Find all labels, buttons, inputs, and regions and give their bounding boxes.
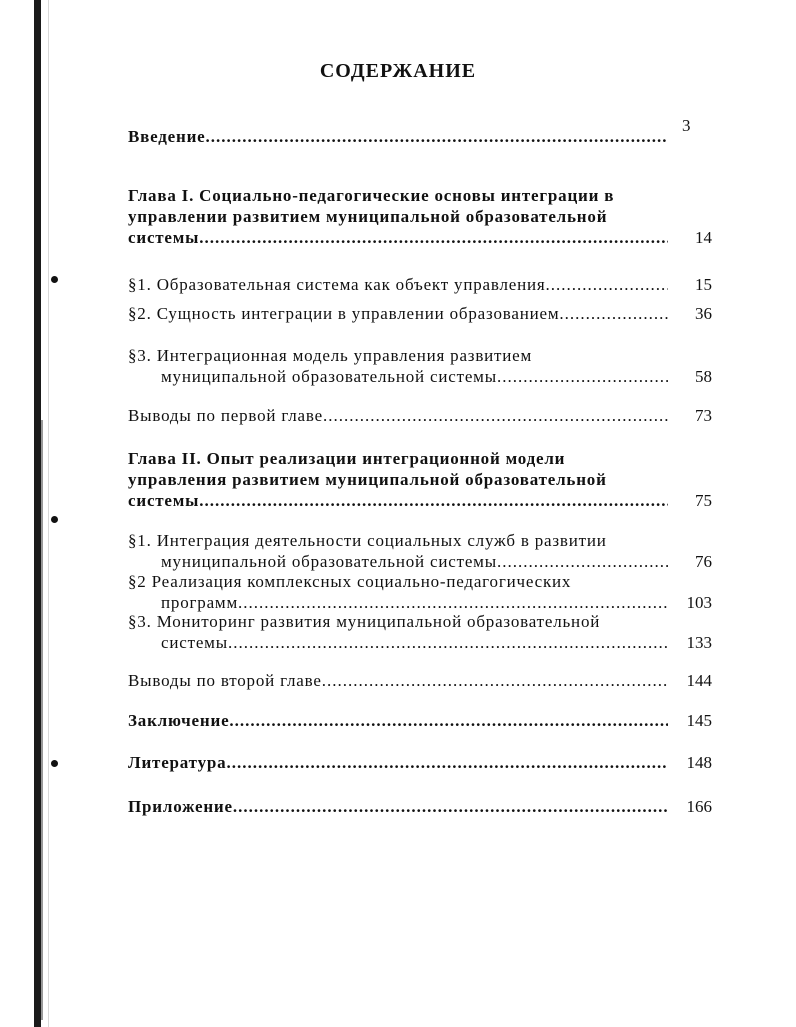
toc-leader — [206, 126, 668, 147]
toc-entry-conclusion[interactable] — [128, 710, 712, 731]
toc-leader — [497, 551, 668, 572]
punch-hole-mark — [51, 276, 58, 283]
scan-line — [48, 0, 49, 1027]
toc-leader — [199, 227, 668, 248]
toc-page-number: 166 — [686, 797, 712, 816]
scan-edge — [34, 0, 41, 1027]
toc-page-number: 133 — [686, 633, 712, 652]
toc-page-number: 15 — [695, 275, 712, 294]
toc-label-line: управления развитием муниципальной образовательной — [128, 470, 607, 489]
toc-page-number: 148 — [686, 753, 712, 772]
toc-label: Приложение — [128, 797, 233, 816]
toc-label: Выводы по первой главе — [128, 406, 323, 425]
toc-leader — [199, 490, 668, 511]
scan-edge-shadow — [41, 420, 43, 1020]
toc-label-line: управлении развитием муниципальной образовательной — [128, 207, 608, 226]
toc-label: системы — [128, 228, 200, 247]
toc-label: муниципальной образовательной системы — [161, 367, 497, 386]
toc-page-number: 103 — [686, 593, 712, 612]
toc-leader — [228, 632, 668, 653]
toc-label: Выводы по второй главе — [128, 671, 322, 690]
toc-leader — [238, 592, 668, 613]
toc-leader — [546, 274, 668, 295]
toc-label: §1. Образовательная система как объект управления — [128, 275, 546, 294]
toc-label-line: Глава II. Опыт реализации интеграционной модели — [128, 449, 566, 468]
toc-entry-section-1-2[interactable] — [128, 303, 712, 324]
toc-entry-conclusions-1[interactable] — [128, 405, 712, 426]
toc-entry-appendix[interactable] — [128, 796, 712, 817]
toc-entry-section-2-3[interactable] — [128, 611, 712, 653]
toc-label-line: §3. Интеграционная модель управления развитием — [128, 346, 533, 365]
toc-page-number: 75 — [695, 491, 712, 510]
toc-leader — [322, 670, 668, 691]
toc-label: Введение — [128, 127, 206, 146]
punch-hole-mark — [51, 760, 58, 767]
toc-page-number: 14 — [695, 228, 712, 247]
toc-label-line: §2 Реализация комплексных социально-педагогических — [128, 572, 572, 591]
toc-leader — [323, 405, 668, 426]
toc-label: программ — [161, 593, 239, 612]
toc-leader — [229, 710, 668, 731]
toc-entry-section-2-2[interactable] — [128, 571, 712, 613]
toc-entry-conclusions-2[interactable] — [128, 670, 712, 691]
toc-label: системы — [128, 491, 200, 510]
toc-entry-chapter-2[interactable] — [128, 448, 712, 511]
toc-label: системы — [161, 633, 228, 652]
toc-page-number: 76 — [695, 552, 712, 571]
punch-hole-mark — [51, 516, 58, 523]
toc-page-number: 144 — [686, 671, 712, 690]
toc-leader — [233, 796, 668, 817]
toc-entry-section-1-1[interactable] — [128, 274, 712, 295]
toc-entry-literature[interactable] — [128, 752, 712, 773]
toc-entry-chapter-1[interactable] — [128, 185, 712, 248]
toc-entry-section-2-1[interactable] — [128, 530, 712, 572]
toc-label-line: Глава I. Социально-педагогические основы интеграции в — [128, 186, 615, 205]
toc-label: Литература — [128, 753, 227, 772]
toc-page-number: 145 — [686, 711, 712, 730]
toc-page-number: 58 — [695, 367, 712, 386]
toc-label: муниципальной образовательной системы — [161, 552, 497, 571]
page-title: СОДЕРЖАНИЕ — [319, 60, 477, 82]
toc-label-line: §1. Интеграция деятельности социальных служб в развитии — [128, 531, 607, 550]
toc-entry-intro[interactable] — [128, 126, 668, 147]
toc-label: §2. Сущность интеграции в управлении образованием — [128, 304, 560, 323]
toc-leader — [559, 303, 668, 324]
toc-leader — [226, 752, 668, 773]
toc-page-number: 3 — [682, 116, 691, 135]
toc-label: Заключение — [128, 711, 230, 730]
toc-leader — [497, 366, 668, 387]
toc-entry-section-1-3[interactable] — [128, 345, 712, 387]
toc-label-line: §3. Мониторинг развития муниципальной образовательной — [128, 612, 601, 631]
toc-page-number: 36 — [695, 304, 712, 323]
toc-page-number: 73 — [695, 406, 712, 425]
